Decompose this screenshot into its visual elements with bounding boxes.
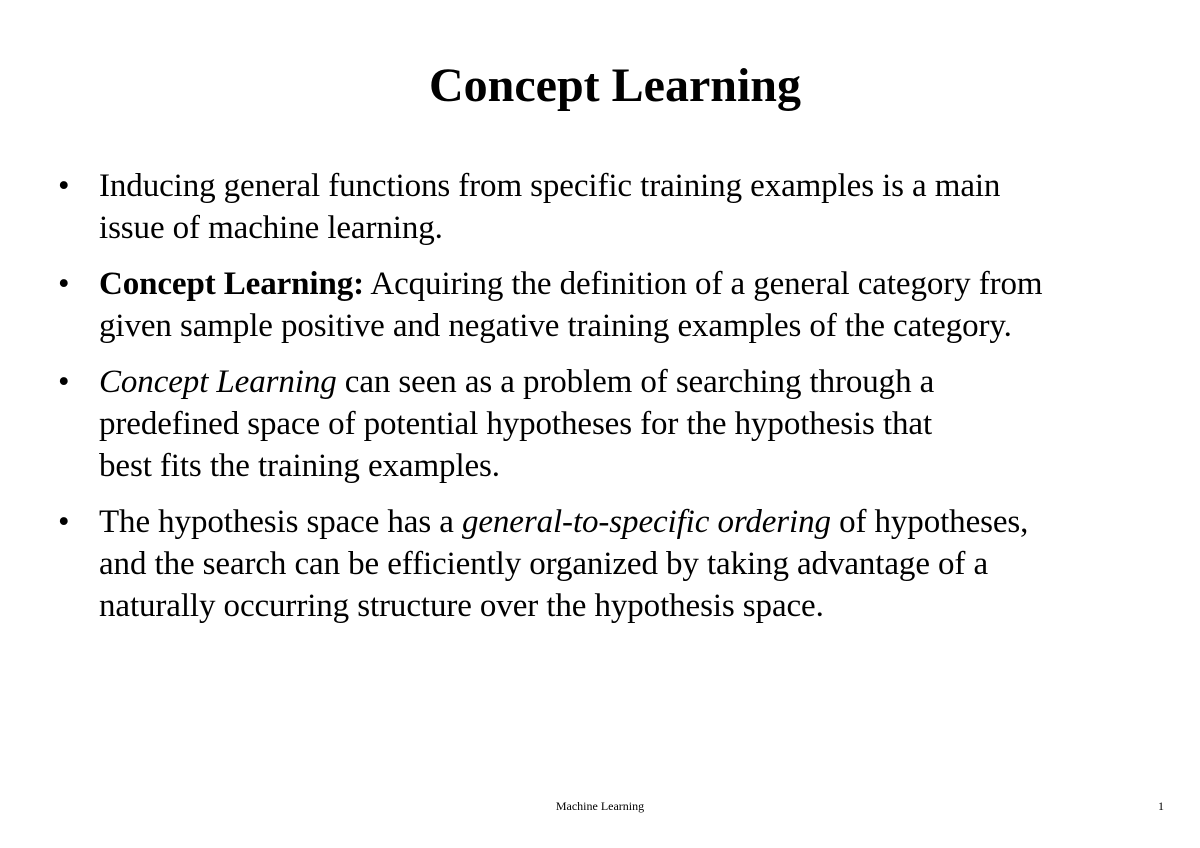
bullet-item [58, 361, 1178, 487]
bullet-item [58, 165, 1178, 249]
bullet-text-segment: general-to-specific ordering [461, 504, 831, 540]
bullet-marker: • [58, 364, 70, 400]
footer-page-number: 1 [1158, 799, 1164, 813]
bullet-text-segment: and the search can be efficiently organized by taking advantage of a [99, 546, 989, 582]
bullet-line [99, 543, 1178, 585]
bullet-list [58, 165, 1178, 641]
bullet-line [99, 165, 1178, 207]
bullet-text-segment: Inducing general functions from specific training examples is a main [99, 168, 1001, 204]
bullet-text-segment: Concept Learning: [99, 266, 365, 302]
bullet-line [99, 445, 1178, 487]
bullet-text-segment: predefined space of potential hypotheses for the hypothesis that [99, 406, 933, 442]
bullet-line [99, 501, 1178, 543]
bullet-marker: • [58, 168, 70, 204]
bullet-item [58, 501, 1178, 627]
bullet-text-segment: of hypotheses, [830, 504, 1029, 540]
bullet-text-segment: given sample positive and negative training examples of the category. [99, 308, 1012, 344]
bullet-text-segment: issue of machine learning. [99, 210, 443, 246]
bullet-item [58, 263, 1178, 347]
bullet-text-segment: can seen as a problem of searching through a [336, 364, 935, 400]
bullet-text-segment: Acquiring the definition of a general category from [364, 266, 1043, 302]
bullet-line [99, 361, 1178, 403]
footer-course-name: Machine Learning [555, 799, 645, 813]
bullet-marker: • [58, 504, 70, 540]
bullet-marker: • [58, 266, 70, 302]
bullet-line [99, 263, 1178, 305]
bullet-line [99, 585, 1178, 627]
bullet-text-segment: The hypothesis space has a [99, 504, 462, 540]
bullet-text-segment: naturally occurring structure over the hypothesis space. [99, 588, 824, 624]
bullet-text-segment: Concept Learning [99, 364, 337, 400]
bullet-text-segment: best fits the training examples. [99, 448, 500, 484]
slide-title: Concept Learning [429, 59, 801, 112]
bullet-line [99, 207, 1178, 249]
bullet-line [99, 305, 1178, 347]
bullet-line [99, 403, 1178, 445]
